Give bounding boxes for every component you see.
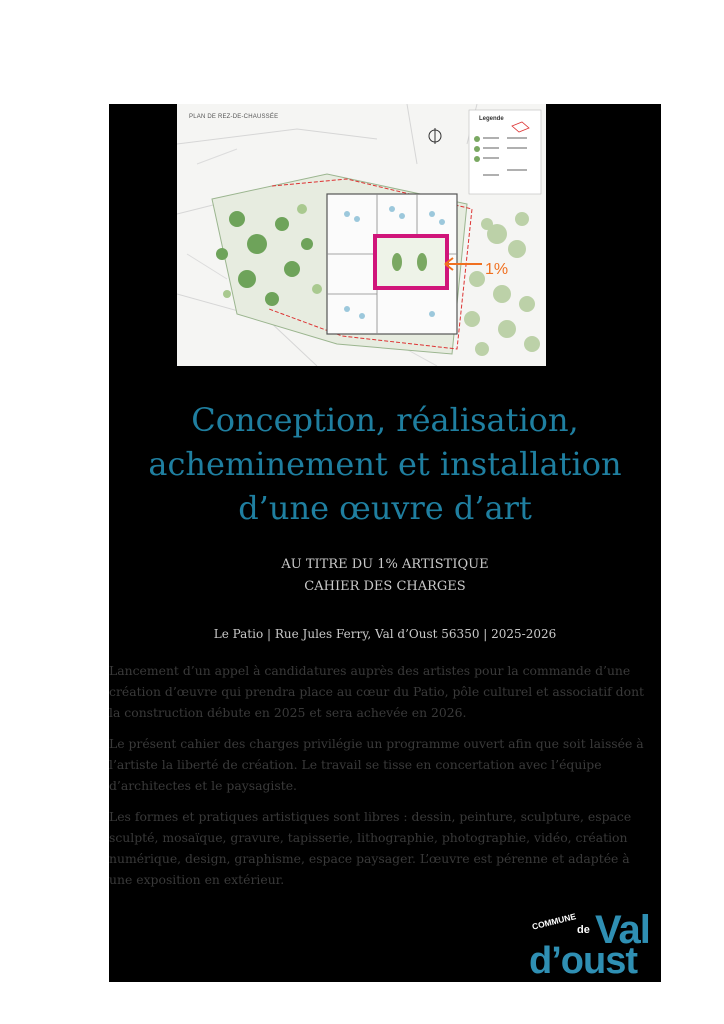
paragraph-3: Les formes et pratiques artistiques sont libres : dessin, peinture, sculpture, espace sculpté, mosaïque, gravure, tapisserie, lithographie, photographie, vidéo, création numérique, design, graphisme, espace paysager. L’œuvre est pérenne et adaptée à une exposition en extérieur. <box>109 809 632 887</box>
logo-commune-text: COMMUNE <box>531 911 577 932</box>
site-plan-drawing <box>177 104 546 366</box>
document-title <box>109 398 661 530</box>
cover-panel <box>109 104 661 982</box>
paragraph-2: Le présent cahier des charges privilégie un programme ouvert afin que soit laissée à l’artiste la liberté de création. Le travail se tisse en concertation avec l’équipe d’architectes et le paysagiste. <box>109 736 644 793</box>
title-line-3: d’une œuvre d’art <box>238 489 532 527</box>
logo-de-text: de <box>577 924 590 936</box>
plan-title: PLAN DE REZ-DE-CHAUSSÉE <box>189 114 279 120</box>
subtitle-line-1: AU TITRE DU 1% ARTISTIQUE <box>281 557 489 572</box>
location-line: Le Patio | Rue Jules Ferry, Val d’Oust 56350 | 2025-2026 <box>213 627 557 641</box>
logo-val-text: Val <box>595 908 650 952</box>
legend-title: Legende <box>479 116 504 122</box>
commune-val-doust-logo <box>529 910 663 982</box>
site-plan-image <box>177 104 546 366</box>
title-line-2: acheminement et installation <box>148 445 622 483</box>
title-line-1: Conception, réalisation, <box>191 401 579 439</box>
document-subtitle <box>109 554 661 598</box>
subtitle-line-2: CAHIER DES CHARGES <box>304 579 466 594</box>
body-text <box>109 660 654 900</box>
paragraph-1: Lancement d’un appel à candidatures auprès des artistes pour la commande d’une création d’œuvre qui prendra place au cœur du Patio, pôle culturel et associatif dont la construction débute en 2025 et sera achevée en 2026. <box>109 663 645 720</box>
logo-oust-text: d’oust <box>529 940 637 982</box>
plan-annotation: 1% <box>485 261 509 278</box>
